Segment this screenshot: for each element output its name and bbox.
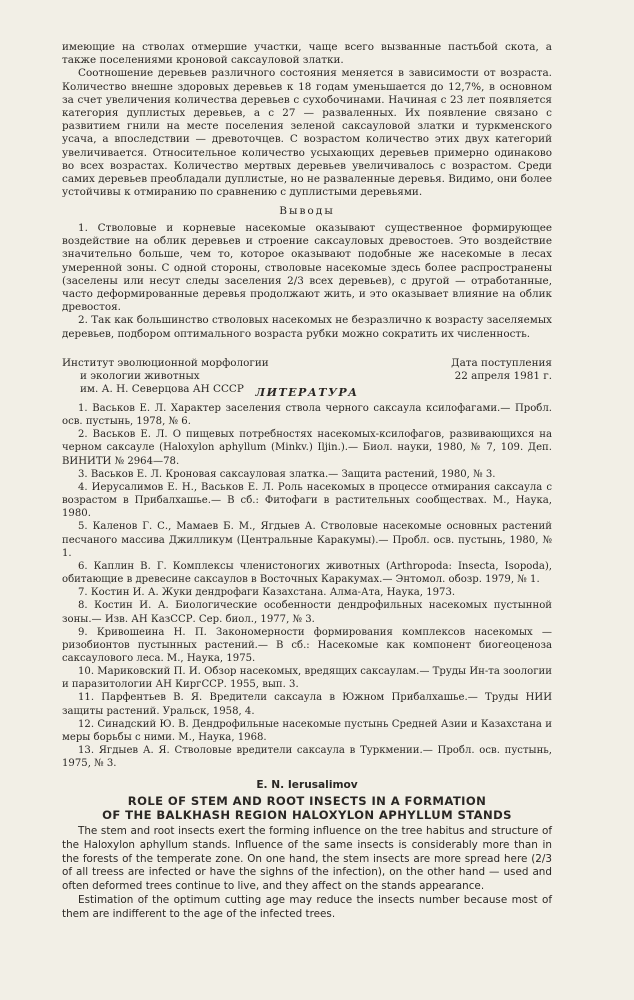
affiliation-line: Институт эволюционной морфологии [62,357,269,369]
reference-item: 11. Парфентьев В. Я. Вредители саксаула в Южном Прибалхашье.— Труды НИИ защиты растений. Уральск, 1958, 4. [62,692,552,717]
conclusion-item: 1. Стволовые и корневые насекомые оказывают существенное формирующее воздействие на облик деревьев и строение саксауловых древостоев. Это воздействие значительно больше, чем то, которое оказывают подобные же насекомые в лесах умеренной зоны. С одной стороны, стволовые насекомые здесь более распространены (заселены или несут следы заселения 2/3 всех деревьев), с другой — отработанные, часто деформированные деревья продолжают жить, и это оказывает влияние на облик древостоя. [62,222,552,314]
reference-item: 1. Васьков Е. Л. Характер заселения ствола черного саксаула ксилофагами.— Пробл. осв. пустынь, 1978, № 6. [62,403,552,428]
english-title-line: OF THE BALKHASH REGION HALOXYLON APHYLLUM STANDS [102,808,512,822]
conclusion-item: 2. Так как большинство стволовых насекомых не безразлично к возрасту заселяемых деревьев, подбором оптимального возраста рубки можно сократить их численность. [62,314,552,340]
reference-item: 5. Каленов Г. С., Мамаев Б. М., Ягдыев А. Стволовые насекомые основных растений песчаного массива Джилликум (Центральные Каракумы).— Пробл. осв. пустынь, 1980, № 1. [62,521,552,559]
reference-item: 3. Васьков Е. Л. Кроновая саксауловая златка.— Защита растений, 1980, № 3. [78,468,496,480]
intro-text [62,41,552,199]
intro-paragraph: имеющие на стволах отмершие участки, чаще всего вызванные пастьбой скота, а также поселениями кроновой саксауловой златки. [62,41,552,67]
reference-item: 8. Костин И. А. Биологические особенности дендрофильных насекомых пустынной зоны.— Изв. АН КазССР. Сер. биол., 1977, № 3. [62,600,552,625]
reference-list [62,402,552,770]
reference-item: 12. Синадский Ю. В. Дендрофильные насекомые пустынь Средней Азии и Казахстана и меры борьбы с ними. М., Наука, 1968. [62,718,552,743]
reference-item: 6. Каплин В. Г. Комплексы членистоногих животных (Arthropoda: Insecta, Isopoda), обитающие в древесине саксаулов в Восточных Каракумах.— Энтомол. обозр. 1979, № 1. [62,560,552,586]
literature-title: ЛИТЕРАТУРА [255,386,359,399]
english-title-line: ROLE OF STEM AND ROOT INSECTS IN A FORMATION [127,794,487,808]
received-value: 22 апреля 1981 г. [454,370,552,383]
abstract-paragraph: The stem and root insects exert the forming influence on the tree habitus and structure of the Haloxylon aphyllum stands. Influence of the same insects is considerably more than in the forests of the temperate zone. On one hand, the stem insects are more spread here (2/3 of all treess are infected or have the sighns of the infection), on the other hand — used and often deformed trees continue to live, and they affect on the stands appearance. [62,825,552,893]
abstract-paragraph: Estimation of the optimum cutting age may reduce the insects number because most of them are indifferent to the age of the infected trees. [62,893,552,920]
reference-item: 10. Мариковский П. И. Обзор насекомых, вредящих саксаулам.— Труды Ин-та зоологии и паразитологии АН КиргССР. 1955, вып. 3. [62,666,552,691]
affiliation-line: и экологии животных [80,370,200,383]
reference-item: 9. Кривошеина Н. П. Закономерности формирования комплексов насекомых — ризобионтов пустынных растений.— В сб.: Насекомые как компонент биогеоценоза саксаулового леса. М., Наука, 1975. [62,626,552,664]
reference-item: 13. Ягдыев А. Я. Стволовые вредители саксаула в Туркмении.— Пробл. осв. пустынь, 1975, № 3. [62,745,552,770]
english-author: E. N. Ierusalimov [256,779,358,791]
reference-item: 7. Костин И. А. Жуки дендрофаги Казахстана. Алма-Ата, Наука, 1973. [78,587,456,599]
english-abstract [62,825,552,922]
conclusions-text [62,222,552,341]
reference-item: 4. Иерусалимов Е. Н., Васьков Е. Л. Роль насекомых в процессе отмирания саксаула с возрастом в Прибалхашье.— В сб.: Фитофаги в растительных сообществах. М., Наука, 1980. [62,481,552,520]
received-date [430,357,552,383]
received-label: Дата поступления [451,357,552,369]
intro-paragraph: Соотношение деревьев различного состояния меняется в зависимости от возраста. Количество внешне здоровых деревьев к 18 годам уменьшается до 12,7%, в основном за счет увеличения количества деревьев с сухобочинами. Начиная с 23 лет появляется категория дуплистых деревьев, а с 27 — разваленных. Их появление связано с развитием гнили на месте поселения зеленой саксауловой златки и туркменского усача, а впоследствии — древоточцев. С возрастом количество этих двух категорий увеличивается. Относительное количество усыхающих деревьев примерно одинаково во всех возрастах. Количество мертвых деревьев увеличивалось с возрастом. Среди самих деревьев преобладали дуплистые, но не разваленные деревья. Видимо, они более устойчивы к отмиранию по сравнению с дуплистыми деревьями. [62,67,552,199]
conclusions-heading: Выводы [279,205,335,217]
english-title [62,794,552,822]
affiliation-line: им. А. Н. Северцова АН СССР [80,383,244,396]
reference-item: 2. Васьков Е. Л. О пищевых потребностях насекомых-ксилофагов, развивающихся на черном саксауле (Haloxylon aphyllum (Minkv.) Iljin.).— Биол. науки, 1980, № 7, 109. Деп. ВИНИТИ № 2964—78. [62,429,552,467]
